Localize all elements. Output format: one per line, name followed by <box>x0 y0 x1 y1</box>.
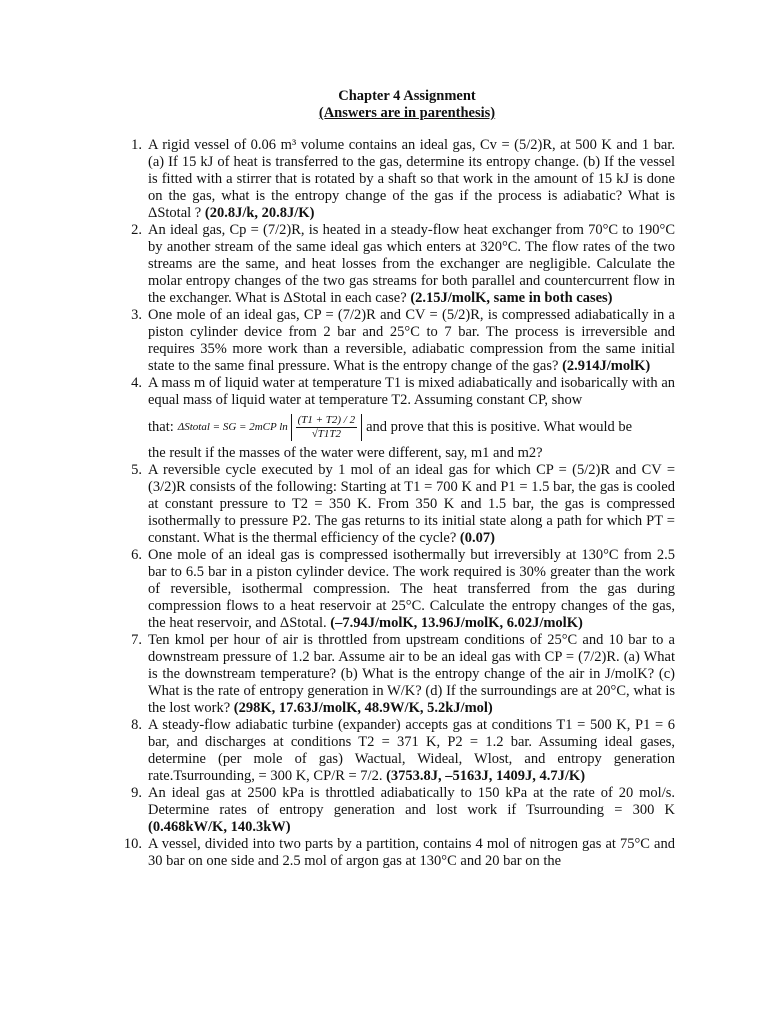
problem-list <box>0 137 768 870</box>
formula-lhs: ΔStotal = SG = 2mCP ln <box>177 420 288 433</box>
problem-number: 5. <box>131 462 142 478</box>
problem-answer: (–7.94J/molK, 13.96J/molK, 6.02J/molK) <box>330 615 583 631</box>
problem-text: that: <box>148 418 174 435</box>
problem-text: and prove that this is positive. What would be <box>366 418 633 435</box>
problem-item <box>0 375 768 462</box>
problem-item <box>0 137 768 222</box>
page-title: Chapter 4 Assignment <box>338 88 476 104</box>
problem-number: 8. <box>131 717 142 733</box>
problem-number: 7. <box>131 632 142 648</box>
problem-item <box>0 717 768 785</box>
problem-answer: (3753.8J, –5163J, 1409J, 4.7J/K) <box>386 768 586 784</box>
problem-text: One mole of an ideal gas, CP = (7/2)R and CV = (5/2)R, is compressed adiabatically in a piston cylinder device from 2 bar and 25°C to 7 bar. The process is irreversible and requires 35% more work than a reversible, adiabatic compression from the same initial state to the same final pressure. What is the entropy change of the gas? <box>148 307 675 374</box>
formula-denominator: √T1T2 <box>311 427 341 440</box>
problem-text: A vessel, divided into two parts by a partition, contains 4 mol of nitrogen gas at 75°C and 30 bar on one side and 2.5 mol of argon gas at 130°C and 20 bar on the <box>148 836 675 869</box>
formula-numerator: (T1 + T2) / 2 <box>297 413 356 426</box>
problem-text: A rigid vessel of 0.06 m³ volume contains an ideal gas, Cv = (5/2)R, at 500 K and 1 bar. (a) If 15 kJ of heat is transferred to the gas, determine its entropy change. (b) If the vessel is fitted with a stirrer that is rotated by a shaft so that work in the amount of 15 kJ is done on the gas, what is the entropy change of the gas if the process is adiabatic? What is ΔStotal ? <box>148 137 675 221</box>
page-header <box>0 88 768 122</box>
problem-text: A steady-flow adiabatic turbine (expander) accepts gas at conditions T1 = 500 K, P1 = 6 bar, and discharges at conditions T2 = 371 K, P2 = 1.2 bar. Assuming ideal gases, determine (per mole of gas) Wactual, Wideal, Wlost, and entropy generation rate.Tsurrounding, = 300 K, CP/R = 7/2. <box>148 717 675 784</box>
entropy-formula <box>178 414 362 441</box>
problem-text: A mass m of liquid water at temperature T1 is mixed adiabatically and isobarically with an equal mass of liquid water at temperature T2. Assuming constant CP, show <box>148 375 675 408</box>
problem-item <box>0 836 768 870</box>
problem-text: A reversible cycle executed by 1 mol of an ideal gas for which CP = (5/2)R and CV = (3/2)R consists of the following: Starting at T1 = 700 K and P1 = 1.5 bar, the gas is cooled at constant pressure to T2 = 350 K. From 350 K and 1.5 bar, the gas is compressed isothermally to pressure P2. The gas returns to its initial state along a path for which PT = constant. What is the thermal efficiency of the cycle? <box>148 462 675 546</box>
problem-answer: (20.8J/k, 20.8J/K) <box>204 205 315 221</box>
problem-item <box>0 632 768 717</box>
problem-text: An ideal gas, Cp = (7/2)R, is heated in a steady-flow heat exchanger from 70°C to 190°C by another stream of the same ideal gas which enters at 320°C. The flow rates of the two streams are the same, and heat losses from the exchanger are negligible. Calculate the molar entropy changes of the two gas streams for both parallel and countercurrent flow in the exchanger. What is ΔStotal in each case? <box>148 222 675 306</box>
formula-fraction <box>291 414 363 441</box>
problem-answer: (0.468kW/K, 140.3kW) <box>148 819 291 835</box>
problem-number: 10. <box>123 836 142 852</box>
problem-text: the result if the masses of the water were different, say, m1 and m2? <box>148 445 543 461</box>
problem-number: 3. <box>131 307 142 323</box>
problem-answer: (0.07) <box>459 530 495 546</box>
problem-number: 2. <box>131 222 142 238</box>
problem-number: 4. <box>131 375 142 391</box>
problem-answer: (298K, 17.63J/molK, 48.9W/K, 5.2kJ/mol) <box>233 700 493 716</box>
problem-text: One mole of an ideal gas is compressed isothermally but irreversibly at 130°C from 2.5 bar to 6.5 bar in a piston cylinder device. The work required is 30% greater than the work of reversible, isothermal compression. The heat transferred from the gas during compression flows to a heat reservoir at 25°C. Calculate the entropy changes of the gas, the heat reservoir, and ΔStotal. <box>148 547 675 631</box>
problem-item <box>0 547 768 632</box>
problem-text: An ideal gas at 2500 kPa is throttled adiabatically to 150 kPa at the rate of 20 mol/s. Determine rates of entropy generation and lost work if Tsurrounding = 300 K <box>148 785 675 818</box>
problem-number: 9. <box>131 785 142 801</box>
problem-answer: (2.914J/molK) <box>562 358 651 374</box>
problem-item <box>0 307 768 375</box>
problem-item <box>0 222 768 307</box>
page-subtitle: (Answers are in parenthesis) <box>318 105 496 121</box>
problem-item <box>0 785 768 836</box>
problem-item <box>0 462 768 547</box>
problem-text: Ten kmol per hour of air is throttled from upstream conditions of 25°C and 10 bar to a downstream pressure of 1.2 bar. Assume air to be an ideal gas with CP = (7/2)R. (a) What is the downstream temperature? (b) What is the entropy change of the air in J/molK? (c) What is the rate of entropy generation in W/K? (d) If the surroundings are at 20°C, what is the lost work? <box>148 632 675 716</box>
problem-number: 1. <box>131 137 142 153</box>
problem-answer: (2.15J/molK, same in both cases) <box>410 290 613 306</box>
problem-number: 6. <box>131 547 142 563</box>
